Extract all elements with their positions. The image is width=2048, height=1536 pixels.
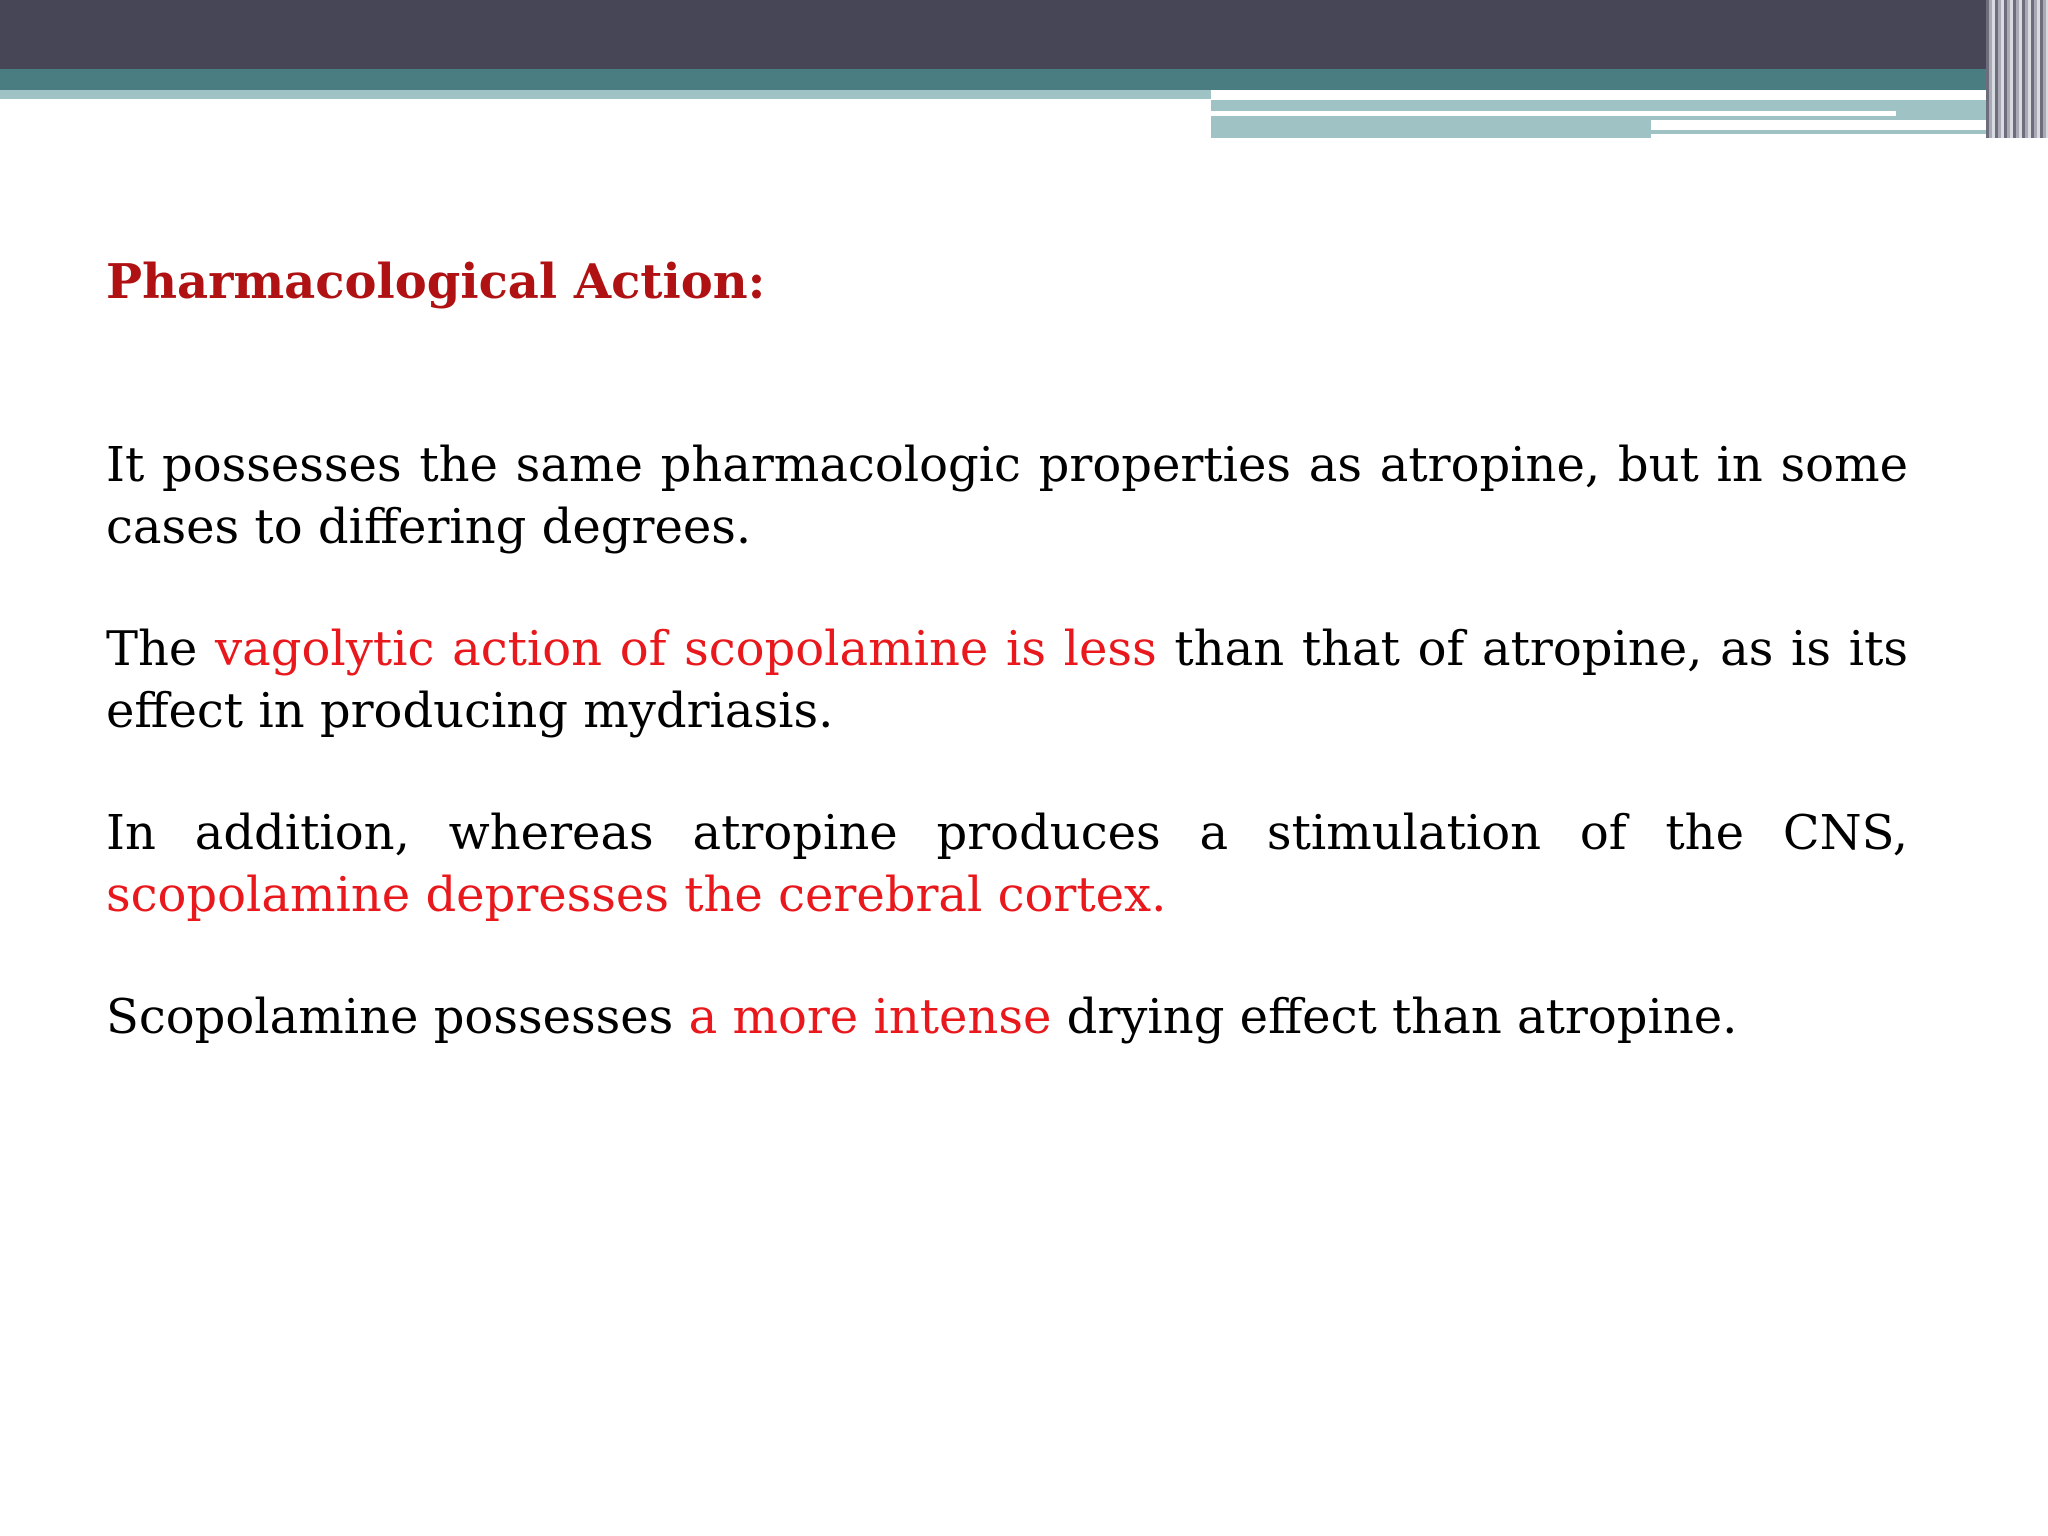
header-banner-light-lower <box>1211 120 1651 138</box>
header-banner-white-line <box>1211 111 1896 116</box>
paragraph-drying-pre: Scopolamine possesses <box>106 989 689 1045</box>
paragraph-vagolytic-post: than that of atropine, as is its effect in producing mydriasis. <box>106 621 1909 739</box>
slide-content <box>106 250 1908 1048</box>
paragraph-properties-text: It possesses the same pharmacologic properties as atropine, but in some cases to differing degrees. <box>106 437 1908 555</box>
header-banner-teal <box>0 69 2048 90</box>
paragraph-vagolytic <box>106 618 1908 742</box>
header-banner-light-far <box>1651 130 2008 134</box>
paragraph-vagolytic-highlight: vagolytic action of scopolamine is less <box>215 621 1157 677</box>
header-banner-dark <box>0 0 2048 69</box>
paragraph-cns <box>106 802 1908 926</box>
paragraph-drying <box>106 986 1908 1048</box>
slide-title: Pharmacological Action: <box>106 254 766 310</box>
paragraph-drying-highlight: a more intense <box>688 989 1052 1045</box>
paragraph-drying-post: drying effect than atropine. <box>1051 989 1738 1045</box>
header-edge-stripes <box>1986 0 2048 138</box>
header-banner-light-left <box>0 90 1211 99</box>
paragraph-properties <box>106 434 1908 558</box>
paragraph-cns-highlight: scopolamine depresses the cerebral cortex. <box>106 867 1167 923</box>
header-banner-light-right <box>1211 100 2011 120</box>
paragraph-vagolytic-pre: The <box>106 621 216 677</box>
paragraph-cns-pre: In addition, whereas atropine produces a stimulation of the CNS, <box>106 805 1908 861</box>
